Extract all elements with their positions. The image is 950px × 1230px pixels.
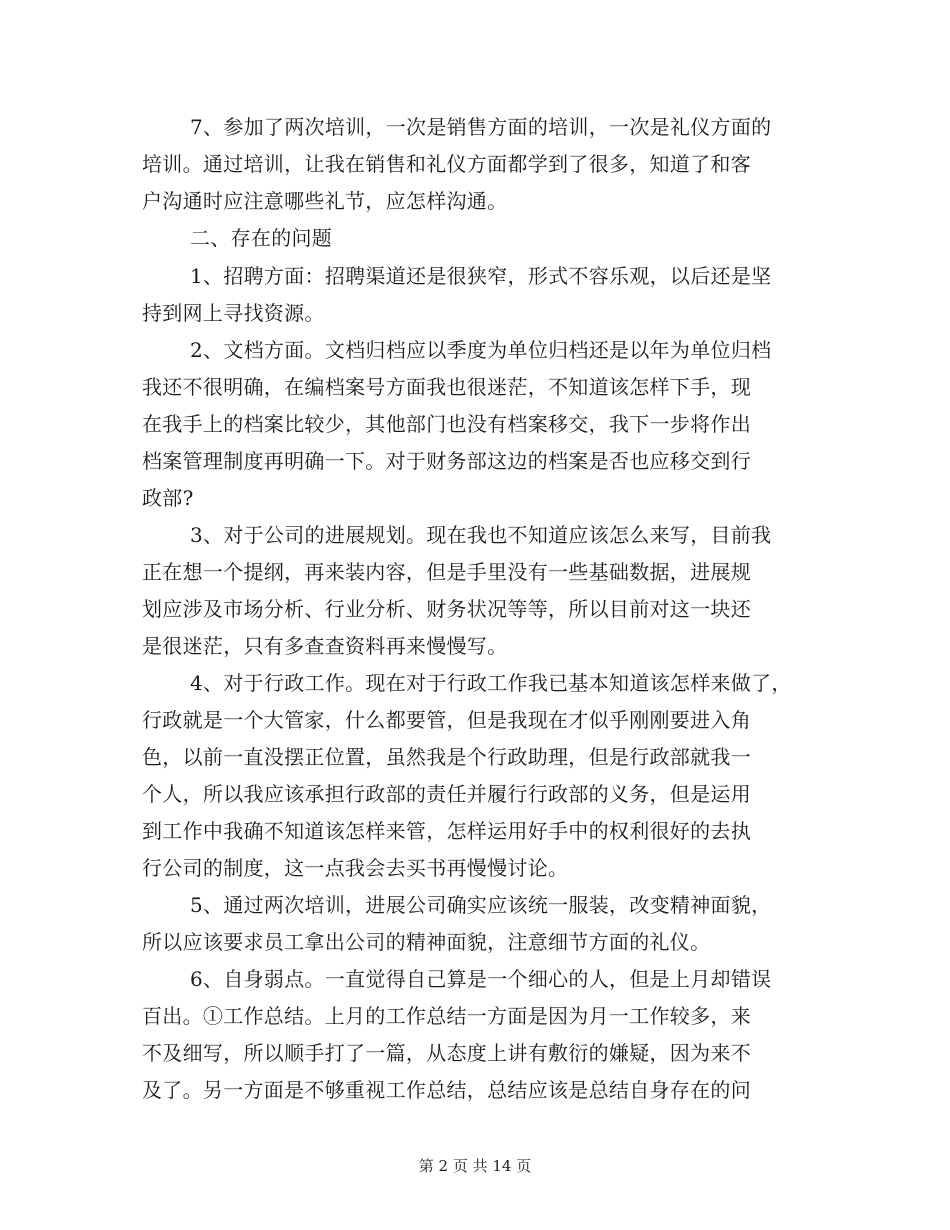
paragraph-line: 是很迷茫，只有多查查资料再来慢慢写。: [142, 634, 508, 658]
paragraph-line: 我还不很明确，在编档案号方面我也很迷茫，不知道该怎样下手，现: [142, 375, 751, 399]
paragraph-line: 行政就是一个大管家，什么都要管，但是我现在才似乎刚刚要进入角: [142, 708, 751, 732]
paragraph-line: 不及细写，所以顺手打了一篇，从态度上讲有敷衍的嫌疑，因为来不: [142, 1041, 751, 1065]
paragraph-line: 6、自身弱点。一直觉得自己算是一个细心的人，但是上月却错误: [190, 967, 772, 991]
paragraph-line: 个人，所以我应该承担行政部的责任并履行行政部的义务，但是运用: [142, 782, 751, 806]
paragraph-line: 7、参加了两次培训，一次是销售方面的培训，一次是礼仪方面的: [190, 115, 772, 139]
paragraph-line: 色，以前一直没摆正位置，虽然我是个行政助理，但是行政部就我一: [142, 745, 751, 769]
section-heading: 二、存在的问题: [190, 226, 333, 250]
paragraph-line: 1、招聘方面：招聘渠道还是很狭窄，形式不容乐观，以后还是坚: [190, 264, 772, 288]
paragraph-line: 5、通过两次培训，进展公司确实应该统一服装，改变精神面貌，: [190, 893, 772, 917]
paragraph-line: 政部?: [142, 486, 194, 510]
paragraph-line: 到工作中我确不知道该怎样来管，怎样运用好手中的权利很好的去执: [142, 819, 751, 843]
paragraph-line: 3、对于公司的进展规划。现在我也不知道应该怎么来写，目前我: [190, 523, 772, 547]
paragraph-line: 档案管理制度再明确一下。对于财务部这边的档案是否也应移交到行: [142, 449, 751, 473]
paragraph-line: 在我手上的档案比较少，其他部门也没有档案移交，我下一步将作出: [142, 412, 751, 436]
paragraph-line: 4、对于行政工作。现在对于行政工作我已基本知道该怎样来做了，: [190, 671, 792, 695]
paragraph-line: 2、文档方面。文档归档应以季度为单位归档还是以年为单位归档: [190, 338, 772, 362]
paragraph-line: 户沟通时应注意哪些礼节，应怎样沟通。: [142, 189, 508, 213]
paragraph-line: 行公司的制度，这一点我会去买书再慢慢讨论。: [142, 856, 569, 880]
paragraph-line: 持到网上寻找资源。: [142, 301, 325, 325]
paragraph-line: 百出。①工作总结。上月的工作总结一方面是因为月一工作较多，来: [142, 1004, 751, 1028]
paragraph-line: 所以应该要求员工拿出公司的精神面貌，注意细节方面的礼仪。: [142, 930, 711, 954]
paragraph-line: 及了。另一方面是不够重视工作总结，总结应该是总结自身存在的问: [142, 1078, 751, 1102]
paragraph-line: 培训。通过培训，让我在销售和礼仪方面都学到了很多，知道了和客: [142, 152, 751, 176]
page-number-footer: 第 2 页 共 14 页: [418, 1157, 532, 1175]
paragraph-line: 正在想一个提纲，再来装内容，但是手里没有一些基础数据，进展规: [142, 560, 751, 584]
paragraph-line: 划应涉及市场分析、行业分析、财务状况等等，所以目前对这一块还: [142, 597, 751, 621]
